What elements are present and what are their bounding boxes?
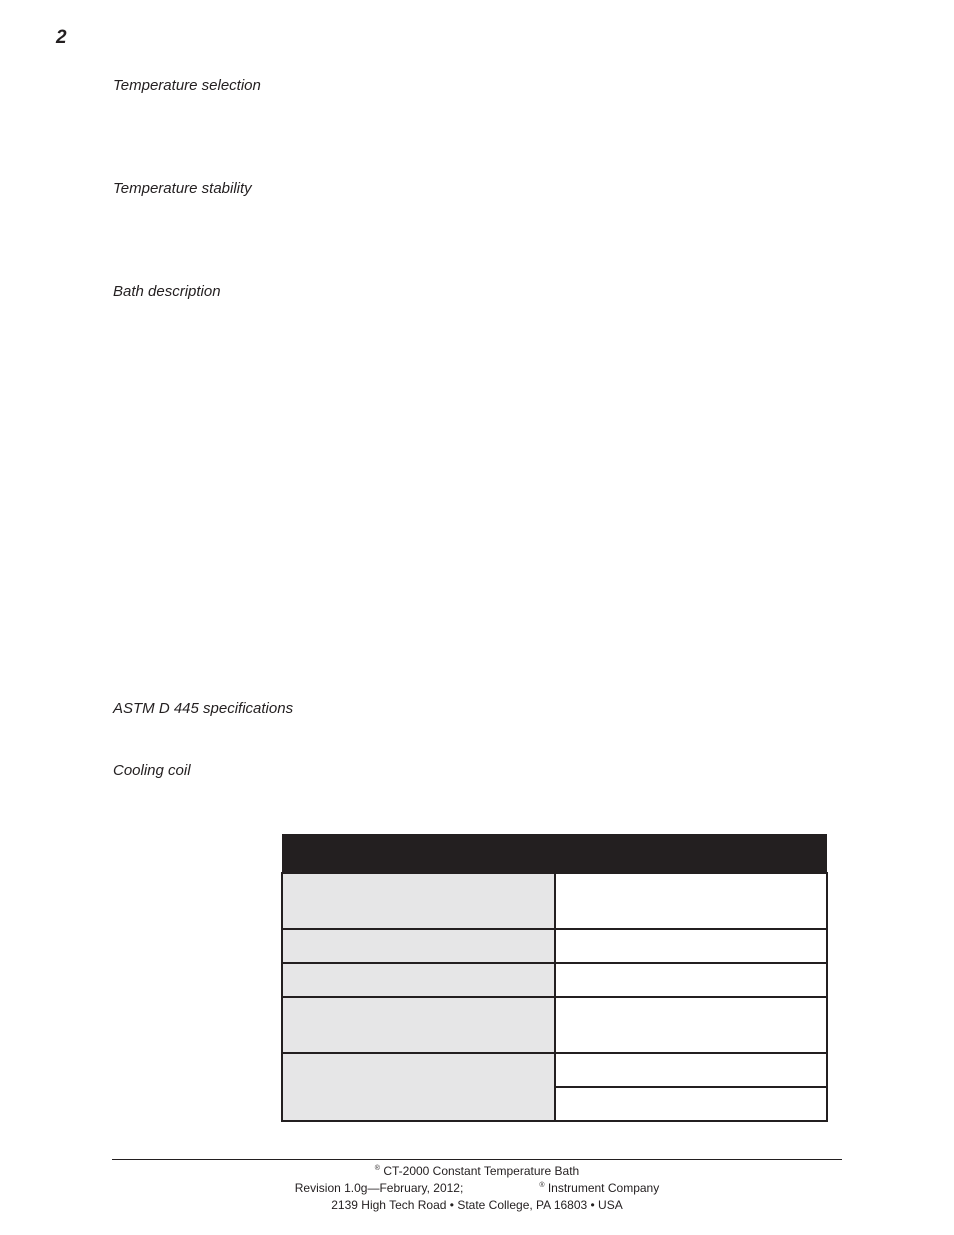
heading-temperature-stability: Temperature stability: [113, 180, 252, 197]
table-label-cell: [282, 963, 555, 997]
footer-line-1: [0, 1164, 954, 1178]
table-row: [282, 873, 827, 929]
table-label-cell: [282, 997, 555, 1053]
footer-address: 2139 High Tech Road • State College, PA 16803 • USA: [331, 1198, 623, 1212]
table-value-cell: [555, 963, 828, 997]
table-row: [282, 929, 827, 963]
specifications-table: [281, 834, 828, 1122]
table-header: [282, 834, 827, 873]
table-value-cell: [555, 873, 828, 929]
page-number: 2: [56, 27, 67, 48]
footer-line-2: [0, 1181, 954, 1195]
table-value-cell: [555, 1087, 828, 1121]
table-label-cell: [282, 1053, 555, 1121]
table-row: [282, 997, 827, 1053]
table-value-cell: [555, 929, 828, 963]
registered-mark: ®: [374, 1165, 380, 1172]
table-label-cell: [282, 929, 555, 963]
table-value-cell: [555, 1053, 828, 1087]
heading-bath-description: Bath description: [113, 283, 221, 300]
table-label-cell: [282, 873, 555, 929]
heading-temperature-selection: Temperature selection: [113, 77, 261, 94]
table-row: [282, 963, 827, 997]
heading-cooling-coil: Cooling coil: [113, 762, 191, 779]
footer-revision: Revision 1.0g—February, 2012;: [294, 1181, 464, 1195]
table-header-row: [282, 834, 827, 873]
table-row: [282, 1053, 827, 1087]
footer-company: Instrument Company: [547, 1181, 660, 1195]
footer-product-name: CT-2000 Constant Temperature Bath: [383, 1164, 580, 1178]
footer-rule: [112, 1159, 842, 1160]
registered-mark: ®: [539, 1182, 545, 1189]
table-value-cell: [555, 997, 828, 1053]
heading-astm-specifications: ASTM D 445 specifications: [113, 700, 294, 717]
